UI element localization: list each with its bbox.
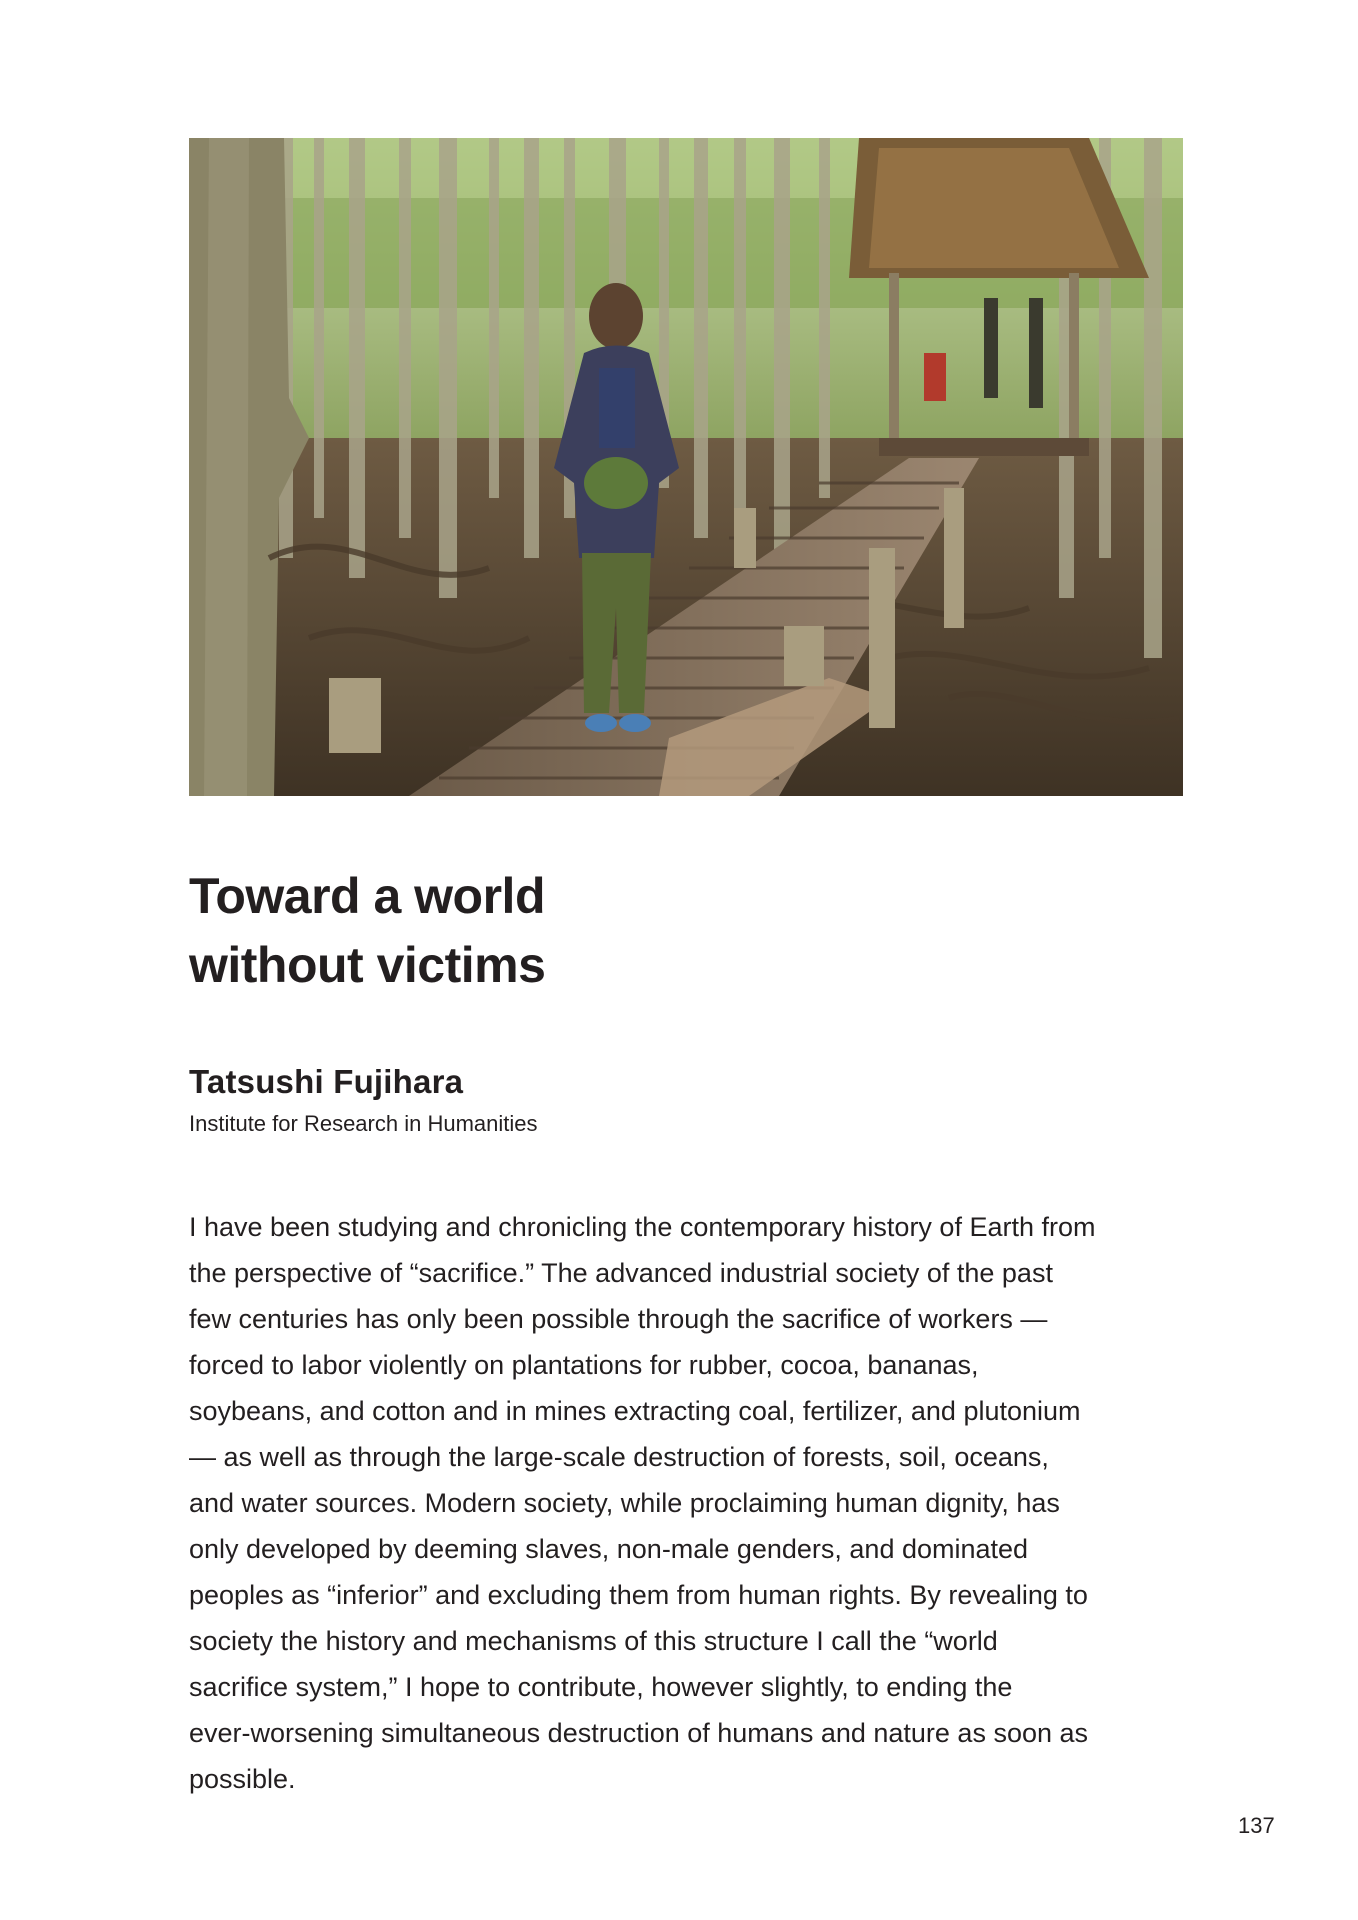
body-line: only developed by deeming slaves, non-male genders, and dominated xyxy=(189,1534,1029,1564)
page-number: 137 xyxy=(1238,1813,1275,1838)
article-title xyxy=(189,862,1089,1000)
body-line: I have been studying and chronicling the contemporary history of Earth from xyxy=(189,1212,1096,1242)
author-name: Tatsushi Fujihara xyxy=(189,1063,464,1100)
body-line: possible. xyxy=(189,1764,296,1794)
author-affiliation: Institute for Research in Humanities xyxy=(189,1111,538,1136)
article-title-line-2: without victims xyxy=(189,937,546,993)
article-photo xyxy=(189,138,1183,796)
body-line: few centuries has only been possible through the sacrifice of workers — xyxy=(189,1304,1048,1334)
photo-mangrove-boardwalk xyxy=(189,138,1183,796)
body-line: and water sources. Modern society, while proclaiming human dignity, has xyxy=(189,1488,1060,1518)
body-line: ever-worsening simultaneous destruction of humans and nature as soon as xyxy=(189,1718,1089,1748)
body-line: soybeans, and cotton and in mines extracting coal, fertilizer, and plutonium xyxy=(189,1396,1081,1426)
article-body xyxy=(189,1204,1199,1802)
article-title-line-1: Toward a world xyxy=(189,868,545,924)
body-line: — as well as through the large-scale destruction of forests, soil, oceans, xyxy=(189,1442,1049,1472)
body-line: peoples as “inferior” and excluding them from human rights. By revealing to xyxy=(189,1580,1088,1610)
body-line: the perspective of “sacrifice.” The advanced industrial society of the past xyxy=(189,1258,1053,1288)
body-line: society the history and mechanisms of this structure I call the “world xyxy=(189,1626,998,1656)
body-line: forced to labor violently on plantations for rubber, cocoa, bananas, xyxy=(189,1350,979,1380)
body-line: sacrifice system,” I hope to contribute, however slightly, to ending the xyxy=(189,1672,1013,1702)
